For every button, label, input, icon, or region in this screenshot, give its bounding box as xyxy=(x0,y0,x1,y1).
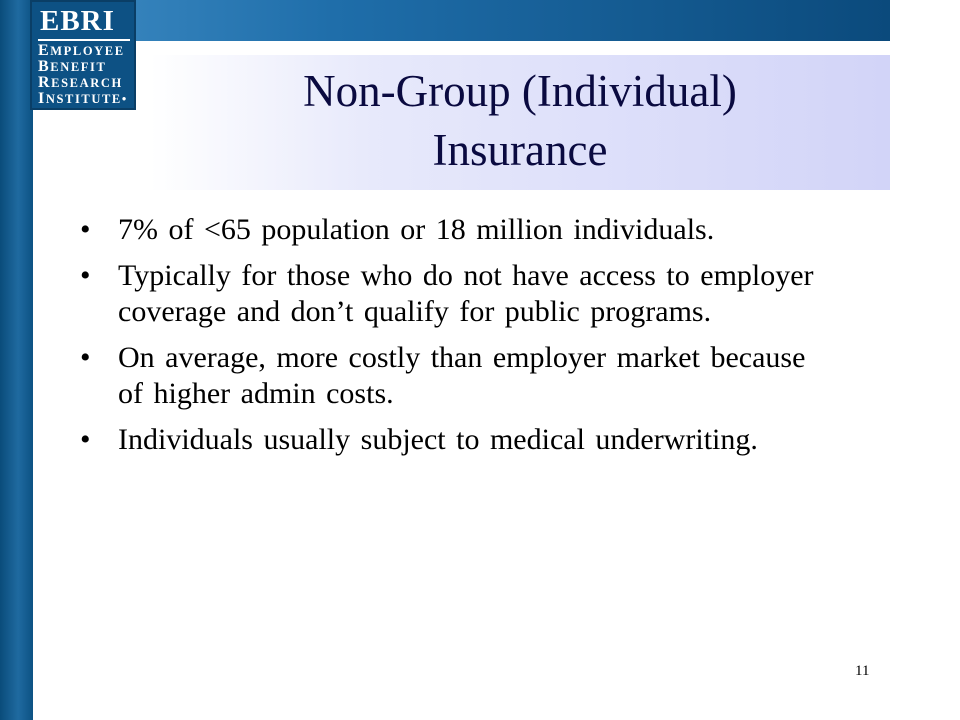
logo-name: EBRI xyxy=(40,5,115,37)
slide-title xyxy=(150,62,890,180)
logo-line-benefit: BENEFIT xyxy=(38,58,107,75)
logo-line-research: RESEARCH xyxy=(38,74,123,91)
bullet-item: • 7% of <65 population or 18 million individuals. xyxy=(80,212,840,248)
logo-line-institute: INSTITUTE• xyxy=(38,90,128,107)
logo-line-employee: EMPLOYEE xyxy=(38,42,125,59)
bullet-item: • On average, more costly than employer market because of higher admin costs. xyxy=(80,340,840,412)
logo-mark: • xyxy=(121,92,128,106)
ebri-logo xyxy=(30,0,136,110)
slide-title-line-1: Non-Group (Individual) xyxy=(303,66,737,116)
logo-text-block xyxy=(38,43,138,107)
slide-title-line-2: Insurance xyxy=(432,125,608,175)
page-number: 11 xyxy=(855,663,870,679)
logo-divider xyxy=(38,39,130,41)
left-accent-bar xyxy=(0,0,33,720)
top-accent-bar xyxy=(33,0,890,41)
bullet-item: • Typically for those who do not have access to employer coverage and don’t qualify for public programs. xyxy=(80,258,840,330)
bullet-list xyxy=(80,212,840,468)
bullet-item: • Individuals usually subject to medical underwriting. xyxy=(80,422,840,458)
